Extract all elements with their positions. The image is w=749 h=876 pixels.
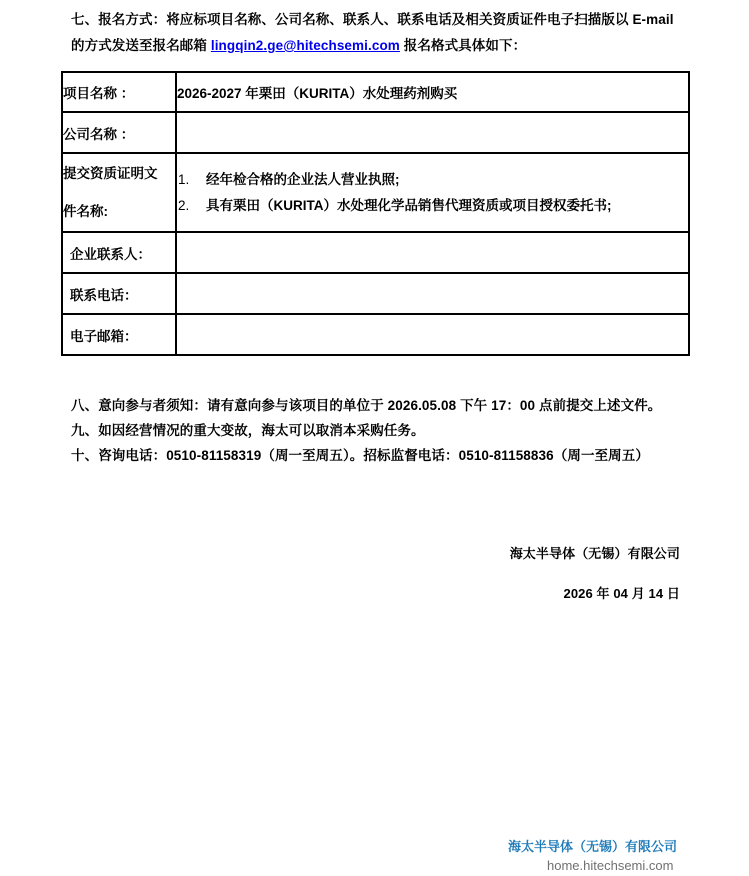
- registration-form-table: [61, 71, 690, 356]
- list-item: [178, 167, 688, 193]
- table-row-email: [62, 314, 689, 355]
- footer-url[interactable]: home.hitechsemi.com: [547, 858, 674, 873]
- company-name-field[interactable]: [176, 112, 689, 153]
- list-item: [178, 193, 688, 219]
- documents-label-line1: 提交资质证明文: [63, 165, 158, 181]
- footer-company: 海太半导体（无锡）有限公司: [508, 839, 678, 854]
- table-row-documents: [62, 153, 689, 232]
- contact-person-label: 企业联系人：: [62, 232, 176, 273]
- contact-person-field[interactable]: [176, 232, 689, 273]
- documents-label-line2: 件名称:: [63, 203, 108, 219]
- company-name-label: 公司名称 ：: [62, 112, 176, 153]
- list-text: 具有栗田（KURITA）水处理化学品销售代理资质或项目授权委托书;: [206, 197, 612, 213]
- section7-line2: [71, 34, 526, 54]
- list-number: 1.: [178, 171, 190, 187]
- phone-label: 联系电话：: [62, 273, 176, 314]
- list-number: 2.: [178, 197, 190, 213]
- project-name-value: 2026-2027 年栗田（KURITA）水处理药剂购买: [176, 72, 689, 112]
- phone-field[interactable]: [176, 273, 689, 314]
- email-label: 电子邮箱：: [62, 314, 176, 355]
- registration-email-link[interactable]: lingqin2.ge@hitechsemi.com: [210, 38, 400, 53]
- section8: 八、意向参与者须知：请有意向参与该项目的单位于 2026.05.08 下午 17：00 点前提交上述文件。: [71, 398, 662, 413]
- table-row-project: [62, 72, 689, 112]
- table-row-company: [62, 112, 689, 153]
- section7-suffix: 报名格式具体如下：: [399, 38, 527, 53]
- list-text: 经年检合格的企业法人营业执照;: [206, 171, 400, 187]
- documents-label: [62, 153, 176, 232]
- documents-list: [176, 153, 689, 232]
- table-row-phone: [62, 273, 689, 314]
- section9: 九、如因经营情况的重大变故，海太可以取消本采购任务。: [71, 423, 425, 438]
- project-name-label: 项目名称 ：: [62, 72, 176, 112]
- section7-line1: 七、报名方式：将应标项目名称、公司名称、联系人、联系电话及相关资质证件电子扫描版以 E-mail: [71, 12, 674, 27]
- signature-company: 海太半导体（无锡）有限公司: [509, 546, 680, 561]
- section7-prefix: 的方式发送至报名邮箱: [71, 38, 211, 53]
- signature-date: 2026 年 04 月 14 日: [563, 586, 680, 601]
- section10: 十、咨询电话：0510-81158319（周一至周五）。招标监督电话：0510-81158836（周一至周五）: [71, 448, 649, 463]
- email-field[interactable]: [176, 314, 689, 355]
- table-row-contact: [62, 232, 689, 273]
